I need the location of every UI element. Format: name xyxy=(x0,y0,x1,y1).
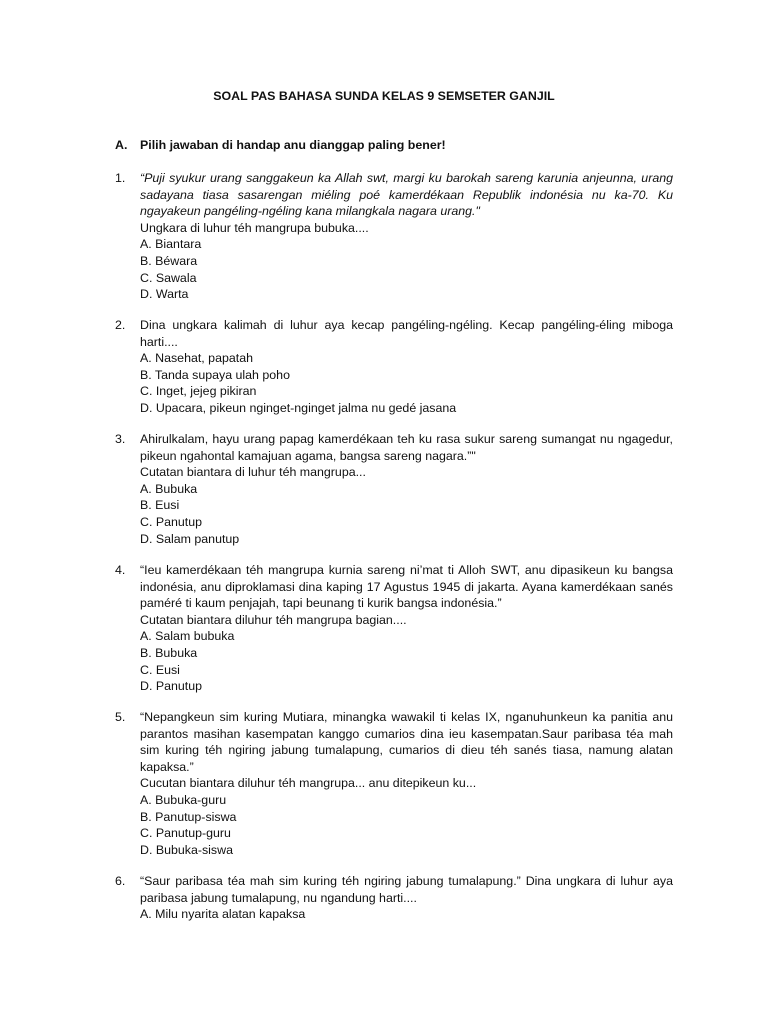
question-5 xyxy=(115,709,675,858)
option-b: B. Béwara xyxy=(140,253,198,268)
question-2 xyxy=(115,317,675,417)
question-stem: “Saur paribasa téa mah sim kuring téh ngiring jabung tumalapung.” Dina ungkara di luhur aya paribasa jabung tumalapung, nu ngandung harti.... xyxy=(140,874,673,905)
question-stem: Ahirulkalam, hayu urang papag kamerdékaan teh ku rasa sukur sareng sumangat nu ngagedur, pikeun ngahontal kamajuan agama, bangsa sareng nagara.”" xyxy=(140,432,673,463)
question-6 xyxy=(115,873,675,923)
question-3 xyxy=(115,431,675,547)
option-b: B. Bubuka xyxy=(140,645,198,660)
page-title: SOAL PAS BAHASA SUNDA KELAS 9 SEMSETER GANJIL xyxy=(213,89,555,103)
question-1 xyxy=(115,170,675,303)
question-number: 1. xyxy=(115,171,126,185)
question-number: 5. xyxy=(115,710,126,724)
option-d: D. Upacara, pikeun nginget-nginget jalma nu gedé jasana xyxy=(140,400,457,415)
option-c: C. Sawala xyxy=(140,270,197,285)
option-c: C. Panutup xyxy=(140,514,202,529)
question-stem: “Puji syukur urang sanggakeun ka Allah swt, margi ku barokah sareng karunia anjeunna, urang sadayana tiasa sasarengan miéling poé kamerdékaan Republik indonésia nu ka-70. Ku ngayakeun pangéling-ngéling kana milangkala nagara urang." xyxy=(140,171,673,219)
option-a: A. Bubuka xyxy=(140,481,198,496)
option-a: A. Nasehat, papatah xyxy=(140,351,253,366)
option-a: A. Bubuka-guru xyxy=(140,792,227,807)
option-d: D. Salam panutup xyxy=(140,531,240,546)
option-c: C. Eusi xyxy=(140,662,180,677)
option-d: D. Warta xyxy=(140,287,189,302)
section-instruction-text: Pilih jawaban di handap anu dianggap paling bener! xyxy=(140,138,446,152)
question-prompt: Ungkara di luhur téh mangrupa bubuka.... xyxy=(140,220,369,235)
question-number: 3. xyxy=(115,432,126,446)
option-d: D. Panutup xyxy=(140,679,202,694)
question-stem: “Ieu kamerdékaan téh mangrupa kurnia sareng ni’mat ti Alloh SWT, anu dipasikeun ku bangsa indonésia, anu diproklamasi dina kaping 17 Agustus 1945 di jakarta. Ayana kamerdékaan sanés paméré ti kaum penjajah, tapi beunang ti kurik bangsa indonésia.” xyxy=(140,563,673,611)
question-prompt: Cutatan biantara di luhur téh mangrupa... xyxy=(140,465,366,480)
option-b: B. Panutup-siswa xyxy=(140,809,237,824)
option-b: B. Eusi xyxy=(140,498,180,513)
question-prompt: Cutatan biantara diluhur téh mangrupa bagian.... xyxy=(140,612,407,627)
option-b: B. Tanda supaya ulah poho xyxy=(140,367,290,382)
question-number: 4. xyxy=(115,563,126,577)
question-number: 2. xyxy=(115,318,126,332)
option-a: A. Milu nyarita alatan kapaksa xyxy=(140,907,306,922)
option-c: C. Panutup-guru xyxy=(140,826,231,841)
question-prompt: Cucutan biantara diluhur téh mangrupa... anu ditepikeun ku... xyxy=(140,776,477,791)
question-number: 6. xyxy=(115,874,126,888)
option-a: A. Biantara xyxy=(140,237,202,252)
option-c: C. Inget, jejeg pikiran xyxy=(140,384,257,399)
option-a: A. Salam bubuka xyxy=(140,629,235,644)
question-4 xyxy=(115,562,675,695)
section-label: A. xyxy=(115,138,128,152)
question-stem: Dina ungkara kalimah di luhur aya kecap pangéling-ngéling. Kecap pangéling-éling miboga harti.... xyxy=(140,318,673,349)
option-d: D. Bubuka-siswa xyxy=(140,842,233,857)
question-stem: “Nepangkeun sim kuring Mutiara, minangka wawakil ti kelas IX, nganuhunkeun ka panitia anu parantos masihan kasempatan kanggo cumarios dina ieu kasempatan.Saur paribasa téa mah sim kuring téh ngiring jabung tumalapung, cumarios di dieu téh sanés tiasa, namung alatan kapaksa.” xyxy=(140,710,673,774)
